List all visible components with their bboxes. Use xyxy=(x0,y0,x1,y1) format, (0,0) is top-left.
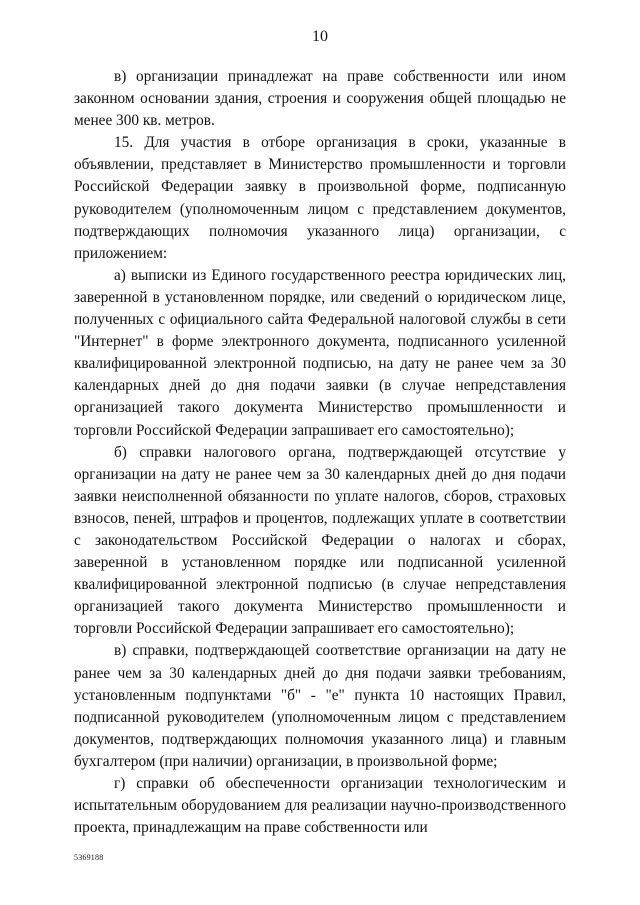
document-body xyxy=(74,66,566,839)
paragraph-item-g-equipment-certificate: г) справки об обеспеченности организации технологическим и испытательным оборудованием для реализации научно-производственного проекта, принадлежащим на праве собственности или xyxy=(74,775,566,837)
paragraph-item-v-buildings: в) организации принадлежат на праве собственности или ином законном основании здания, строения и сооружения общей площадью не менее 300 кв. метров. xyxy=(74,68,566,130)
paragraph-15-application: 15. Для участия в отборе организация в сроки, указанные в объявлении, представляет в Министерство промышленности и торговли Российской Федерации заявку в произвольной форме, подписанную руководителем (уполномоченным лицом с представлением документов, подтверждающих полномочия указанного лица) организации, с приложением: xyxy=(74,134,566,262)
paragraph-item-a-registry-extract: а) выписки из Единого государственного реестра юридических лиц, заверенной в установленном порядке, или сведений о юридическом лице, полученных с официального сайта Федеральной налоговой службы в сети "Интернет" в форме электронного документа, подписанного усиленной квалифицированной электронной подписью, на дату не ранее чем за 30 календарных дней до дня подачи заявки (в случае непредставления организацией такого документа Министерство промышленности и торговли Российской Федерации запрашивает его самостоятельно); xyxy=(74,266,566,439)
paragraph-item-b-tax-certificate: б) справки налогового органа, подтверждающей отсутствие у организации на дату не ранее чем за 30 календарных дней до дня подачи заявки неисполненной обязанности по уплате налогов, сборов, страховых взносов, пеней, штрафов и процентов, подлежащих уплате в соответствии с законодательством Российской Федерации о налогах и сборах, заверенной в установленном порядке или подписанной усиленной квалифицированной электронной подписью (в случае непредставления организацией такого документа Министерство промышленности и торговли Российской Федерации запрашивает его самостоятельно); xyxy=(74,443,566,638)
paragraph-item-v-compliance-certificate: в) справки, подтверждающей соответствие организации на дату не ранее чем за 30 календарных дней до дня подачи заявки требованиям, установленным подпунктами "б" - "е" пункта 10 настоящих Правил, подписанной руководителем (уполномоченным лицом с представлением документов, подтверждающих полномочия указанного лица) и главным бухгалтером (при наличии) организации, в произвольной форме; xyxy=(74,642,566,770)
page-number: 10 xyxy=(312,28,328,45)
document-code: 5369188 xyxy=(74,853,104,862)
